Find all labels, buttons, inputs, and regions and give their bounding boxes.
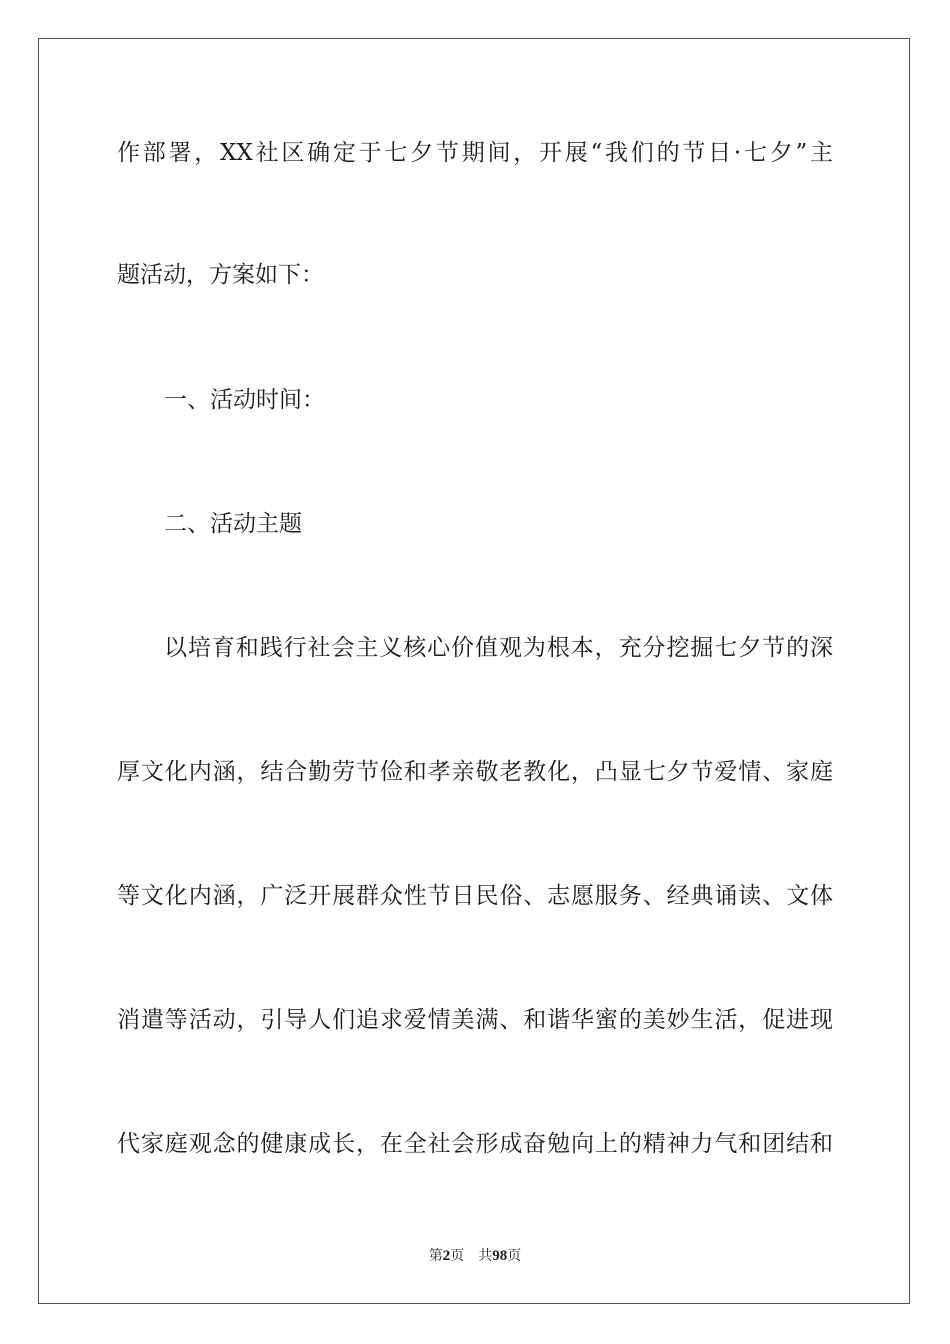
body-line-1: 作部署，XX社区确定于七夕节期间，开展“我们的节日·七夕”主: [117, 140, 833, 166]
body-line-2: 题活动，方案如下：: [117, 262, 324, 288]
body-line-5: 以培育和践行社会主义核心价值观为根本，充分挖掘七夕节的深: [164, 635, 833, 661]
footer-page-prefix: 第: [428, 1248, 443, 1264]
footer-page-number: 2: [442, 1248, 451, 1264]
footer-page-suffix: 页: [450, 1248, 465, 1264]
page-border: [38, 38, 910, 1304]
footer-total-prefix: 共: [478, 1248, 493, 1264]
footer-total-pages: 98: [492, 1248, 508, 1264]
body-line-9: 代家庭观念的健康成长，在全社会形成奋勉向上的精神力气和团结和: [117, 1131, 833, 1157]
section-heading-time: 一、活动时间：: [164, 387, 325, 413]
body-line-6: 厚文化内涵，结合勤劳节俭和孝亲敬老教化，凸显七夕节爱情、家庭: [117, 759, 833, 785]
body-line-8: 消遣等活动，引导人们追求爱情美满、和谐华蜜的美妙生活，促进现: [117, 1007, 833, 1033]
footer-total-suffix: 页: [507, 1248, 522, 1264]
page-footer: [0, 1246, 950, 1266]
section-heading-theme: 二、活动主题: [164, 511, 302, 537]
body-line-7: 等文化内涵，广泛开展群众性节日民俗、志愿服务、经典诵读、文体: [117, 883, 833, 909]
